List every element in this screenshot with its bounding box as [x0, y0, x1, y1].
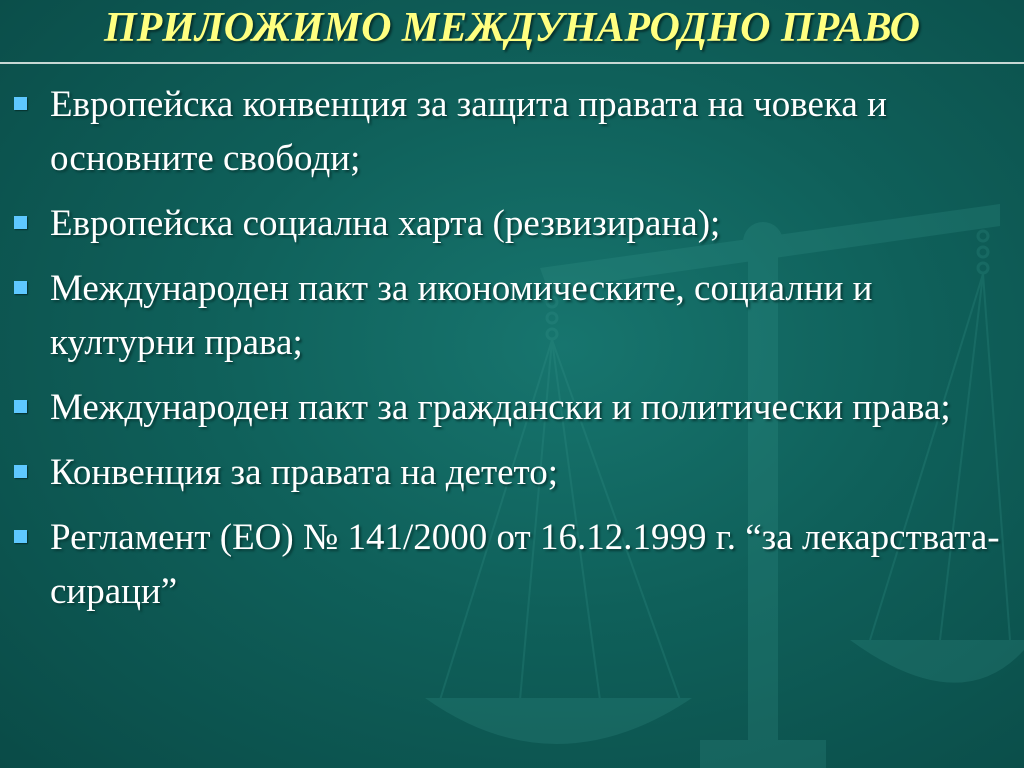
slide-title: ПРИЛОЖИМО МЕЖДУНАРОДНО ПРАВО: [103, 5, 921, 51]
bullet-item: [14, 381, 1004, 435]
square-bullet-icon: [14, 216, 27, 229]
bullet-text: Европейска конвенция за защита правата на човека и основните свободи;: [50, 84, 887, 179]
title-divider: [0, 62, 1024, 64]
square-bullet-icon: [14, 400, 27, 413]
bullet-item: [14, 262, 1004, 370]
bullet-item: [14, 197, 1004, 251]
bullet-item: [14, 78, 1004, 186]
bullet-text: Конвенция за правата на детето;: [50, 452, 559, 493]
square-bullet-icon: [14, 530, 27, 543]
bullet-item: [14, 446, 1004, 500]
square-bullet-icon: [14, 97, 27, 110]
bullet-text: Регламент (ЕО) № 141/2000 от 16.12.1999 г. “за лекарствата-сираци”: [50, 517, 1000, 612]
square-bullet-icon: [14, 465, 27, 478]
bullet-text: Европейска социална харта (резвизирана);: [50, 203, 721, 244]
square-bullet-icon: [14, 281, 27, 294]
bullet-list: [14, 78, 1004, 630]
bullet-text: Международен пакт за икономическите, социални и културни права;: [50, 268, 873, 363]
bullet-item: [14, 511, 1004, 619]
bullet-text: Международен пакт за граждански и политически права;: [50, 387, 951, 428]
